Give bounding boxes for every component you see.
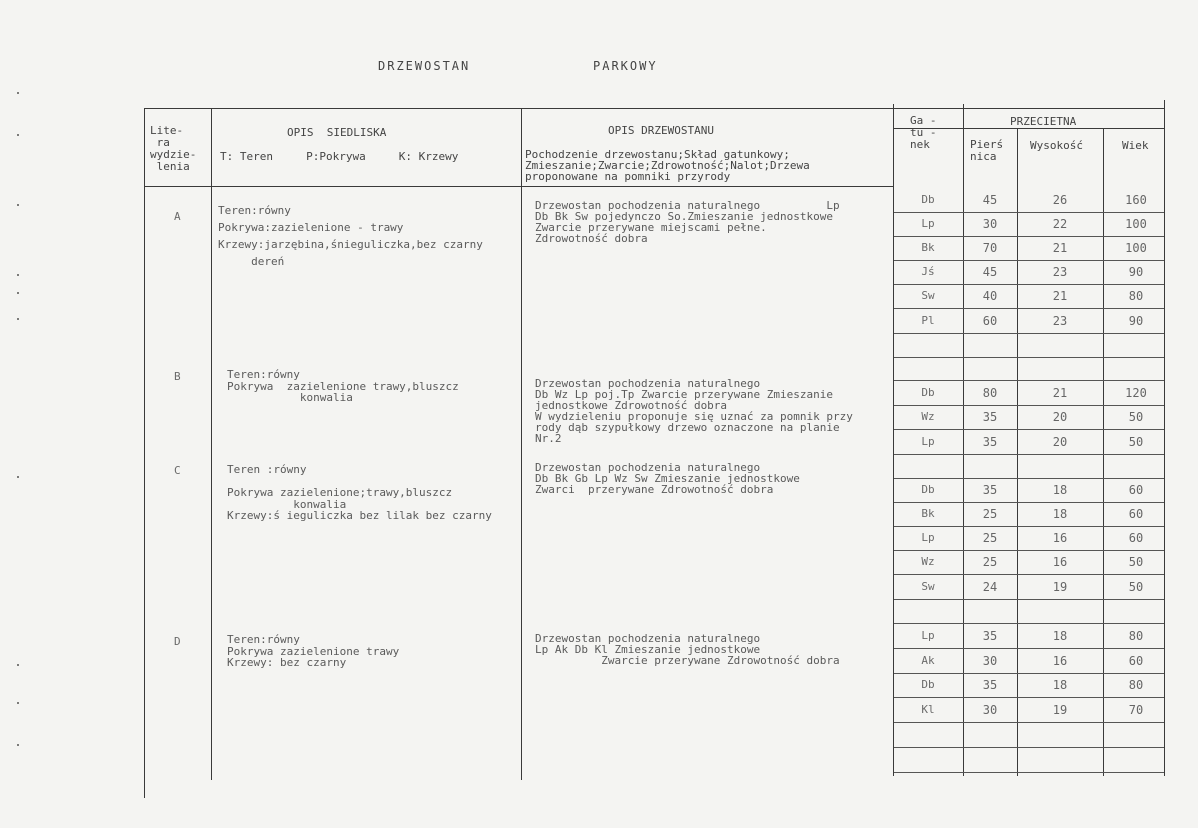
drzewostan-line: Drzewostan pochodzenia naturalnego	[535, 461, 761, 474]
title-left: DRZEWOSTAN	[378, 59, 471, 73]
title-right: PARKOWY	[593, 59, 658, 73]
cell-piersnica: 25	[982, 555, 998, 569]
cell-piersnica: 35	[982, 678, 998, 692]
row-divider	[894, 357, 1164, 358]
drzewostan-line: Lp Ak Db Kl Zmieszanie jednostkowe	[535, 643, 761, 656]
row-divider	[894, 772, 1164, 773]
cell-wiek: 50	[1128, 435, 1144, 449]
margin-mark	[17, 274, 19, 276]
row-divider	[894, 526, 1164, 527]
cell-wysokosc: 18	[1052, 678, 1068, 692]
cell-piersnica: 80	[982, 386, 998, 400]
siedlisko-line: Teren:równy	[227, 633, 300, 646]
cell-wiek: 90	[1128, 314, 1144, 328]
drzewostan-line: Zdrowotność dobra	[535, 232, 648, 245]
cell-wysokosc: 19	[1052, 580, 1068, 594]
cell-piersnica: 25	[982, 531, 998, 545]
cell-gatunek: Ak	[921, 654, 935, 667]
cell-wiek: 50	[1128, 410, 1144, 424]
row-divider	[894, 697, 1164, 698]
drzewostan-line: Drzewostan pochodzenia naturalnego Lp	[535, 199, 840, 212]
row-divider	[894, 380, 1164, 381]
header-gatunek: Ga - tu - nek	[910, 114, 937, 151]
section-letter: C	[174, 464, 181, 477]
cell-piersnica: 24	[982, 580, 998, 594]
cell-wysokosc: 18	[1052, 629, 1068, 643]
header-wiek: Wiek	[1122, 139, 1149, 152]
row-divider	[894, 478, 1164, 479]
siedlisko-line: Krzewy: bez czarny	[227, 656, 347, 669]
header-wysokosc: Wysokość	[1030, 139, 1083, 152]
row-divider	[894, 284, 1164, 285]
margin-mark	[17, 318, 19, 320]
cell-piersnica: 35	[982, 410, 998, 424]
cell-piersnica: 25	[982, 507, 998, 521]
cell-wysokosc: 20	[1052, 435, 1068, 449]
margin-mark	[17, 292, 19, 294]
cell-gatunek: Bk	[921, 507, 935, 520]
cell-wysokosc: 23	[1052, 314, 1068, 328]
cell-wiek: 60	[1128, 654, 1144, 668]
row-divider	[894, 405, 1164, 406]
row-divider	[894, 648, 1164, 649]
margin-mark	[17, 744, 19, 746]
cell-wiek: 80	[1128, 629, 1144, 643]
cell-piersnica: 70	[982, 241, 998, 255]
header-piersnica: Pierś nica	[970, 138, 1004, 163]
cell-piersnica: 35	[982, 483, 998, 497]
cell-wysokosc: 21	[1052, 241, 1068, 255]
siedlisko-line: Pokrywa zazielenione trawy	[227, 644, 400, 658]
siedlisko-line: Teren :równy	[227, 463, 307, 476]
cell-piersnica: 35	[982, 629, 998, 643]
row-divider	[894, 722, 1164, 723]
cell-gatunek: Db	[921, 483, 935, 496]
header-siedliska-sub: T: Teren P:Pokrywa K: Krzewy	[220, 150, 459, 163]
cell-wiek: 120	[1125, 386, 1147, 400]
cell-gatunek: Wz	[921, 555, 935, 568]
cell-gatunek: Db	[921, 193, 935, 206]
drzewostan-line: Zwarci przerywane Zdrowotność dobra	[535, 483, 774, 496]
drzewostan-line: Drzewostan pochodzenia naturalnego	[535, 377, 761, 390]
cell-piersnica: 30	[982, 654, 998, 668]
cell-wysokosc: 18	[1052, 507, 1068, 521]
cell-gatunek: Db	[921, 678, 935, 691]
row-divider	[894, 429, 1164, 430]
cell-gatunek: Bk	[921, 241, 935, 254]
row-divider	[894, 260, 1164, 261]
drzewostan-line: rody dąb szypułkowy drzewo oznaczone na planie	[535, 421, 840, 434]
margin-mark	[17, 204, 19, 206]
cell-wysokosc: 21	[1052, 289, 1068, 303]
cell-piersnica: 30	[982, 217, 998, 231]
drzewostan-line: jednostkowe Zdrowotność dobra	[535, 399, 728, 412]
cell-wiek: 80	[1128, 678, 1144, 692]
drzewostan-line: Db Bk Sw pojedynczo So.Zmieszanie jednostkowe	[535, 210, 834, 223]
cell-piersnica: 40	[982, 289, 998, 303]
cell-wiek: 60	[1128, 531, 1144, 545]
row-divider	[894, 550, 1164, 551]
cell-wiek: 50	[1128, 580, 1144, 594]
margin-mark	[17, 664, 19, 666]
siedlisko-line: Pokrywa:zazielenione - trawy	[218, 221, 404, 234]
row-divider	[894, 212, 1164, 213]
cell-piersnica: 30	[982, 703, 998, 717]
header-drzew-sub: Pochodzenie drzewostanu;Skład gatunkowy; Zmieszanie;Zwarcie;Zdrowotność;Nalot;Drzewa proponowane na pomniki przyrody	[525, 148, 810, 183]
row-divider	[894, 502, 1164, 503]
cell-wysokosc: 16	[1052, 555, 1068, 569]
section-letter: B	[174, 370, 181, 383]
cell-gatunek: Kl	[921, 703, 935, 716]
cell-wysokosc: 23	[1052, 265, 1068, 279]
cell-wiek: 70	[1128, 703, 1144, 717]
siedlisko-line: dereń	[218, 255, 285, 268]
margin-mark	[17, 134, 19, 136]
cell-piersnica: 45	[982, 193, 998, 207]
cell-wiek: 80	[1128, 289, 1144, 303]
cell-piersnica: 35	[982, 435, 998, 449]
siedlisko-line: konwalia	[227, 391, 353, 404]
cell-wysokosc: 16	[1052, 654, 1068, 668]
siedlisko-line: konwalia	[227, 497, 347, 511]
cell-wiek: 60	[1128, 483, 1144, 497]
cell-wiek: 60	[1128, 507, 1144, 521]
cell-piersnica: 45	[982, 265, 998, 279]
drzewostan-line: Nr.2	[535, 432, 562, 445]
cell-wysokosc: 21	[1052, 386, 1068, 400]
cell-gatunek: Sw	[921, 289, 935, 302]
siedlisko-line: Teren:równy	[218, 204, 291, 217]
row-divider	[894, 623, 1164, 624]
cell-gatunek: Wz	[921, 410, 935, 423]
cell-wiek: 100	[1125, 241, 1147, 255]
cell-gatunek: Lp	[921, 435, 935, 448]
cell-wysokosc: 26	[1052, 193, 1068, 207]
cell-wysokosc: 16	[1052, 531, 1068, 545]
siedlisko-line: Krzewy:jarzębina,śnieguliczka,bez czarny	[218, 238, 483, 251]
cell-wiek: 50	[1128, 555, 1144, 569]
drzewostan-line: Drzewostan pochodzenia naturalnego	[535, 632, 761, 645]
row-divider	[894, 673, 1164, 674]
cell-wysokosc: 18	[1052, 483, 1068, 497]
row-divider	[894, 333, 1164, 334]
row-divider	[894, 574, 1164, 575]
section-letter: A	[174, 210, 181, 223]
drzewostan-line: Db Wz Lp poj.Tp Zwarcie przerywane Zmieszanie	[535, 388, 834, 401]
drzewostan-line: Zwarcie przerywane miejscami pełne.	[535, 221, 767, 234]
cell-piersnica: 60	[982, 314, 998, 328]
cell-gatunek: Sw	[921, 580, 935, 593]
header-przecietna: PRZECIETNA	[1010, 115, 1077, 128]
siedlisko-line: Pokrywa zazielenione trawy,bluszcz	[227, 379, 459, 393]
cell-gatunek: Db	[921, 386, 935, 399]
cell-wysokosc: 19	[1052, 703, 1068, 717]
row-divider	[894, 236, 1164, 237]
margin-mark	[17, 92, 19, 94]
cell-wiek: 90	[1128, 265, 1144, 279]
row-divider	[894, 599, 1164, 600]
cell-gatunek: Lp	[921, 217, 935, 230]
row-divider	[894, 454, 1164, 455]
siedlisko-line: Krzewy:ś ieguliczka bez lilak bez czarny	[227, 509, 492, 522]
siedlisko-line: Teren:równy	[227, 368, 300, 381]
drzewostan-line: Zwarcie przerywane Zdrowotność dobra	[535, 654, 840, 667]
cell-gatunek: Jś	[921, 265, 935, 278]
drzewostan-line: Db Bk Gb Lp Wz Sw Zmieszanie jednostkowe	[535, 472, 800, 485]
header-litera: Lite- ra wydzie- lenia	[150, 124, 197, 173]
cell-wiek: 100	[1125, 217, 1147, 231]
header-opis-drzewostanu: OPIS DRZEWOSTANU	[608, 124, 714, 137]
margin-mark	[17, 476, 19, 478]
cell-gatunek: Lp	[921, 531, 935, 544]
cell-wysokosc: 20	[1052, 410, 1068, 424]
cell-gatunek: Pl	[921, 314, 935, 327]
cell-gatunek: Lp	[921, 629, 935, 642]
cell-wiek: 160	[1125, 193, 1147, 207]
drzewostan-line: W wydzieleniu proponuje się uznać za pomnik przy	[535, 410, 853, 423]
row-divider	[894, 747, 1164, 748]
margin-mark	[17, 702, 19, 704]
section-letter: D	[174, 635, 181, 648]
header-opis-siedliska: OPIS SIEDLISKA	[287, 126, 387, 139]
row-divider	[894, 308, 1164, 309]
cell-wysokosc: 22	[1052, 217, 1068, 231]
siedlisko-line: Pokrywa zazielenione;trawy,bluszcz	[227, 486, 453, 499]
